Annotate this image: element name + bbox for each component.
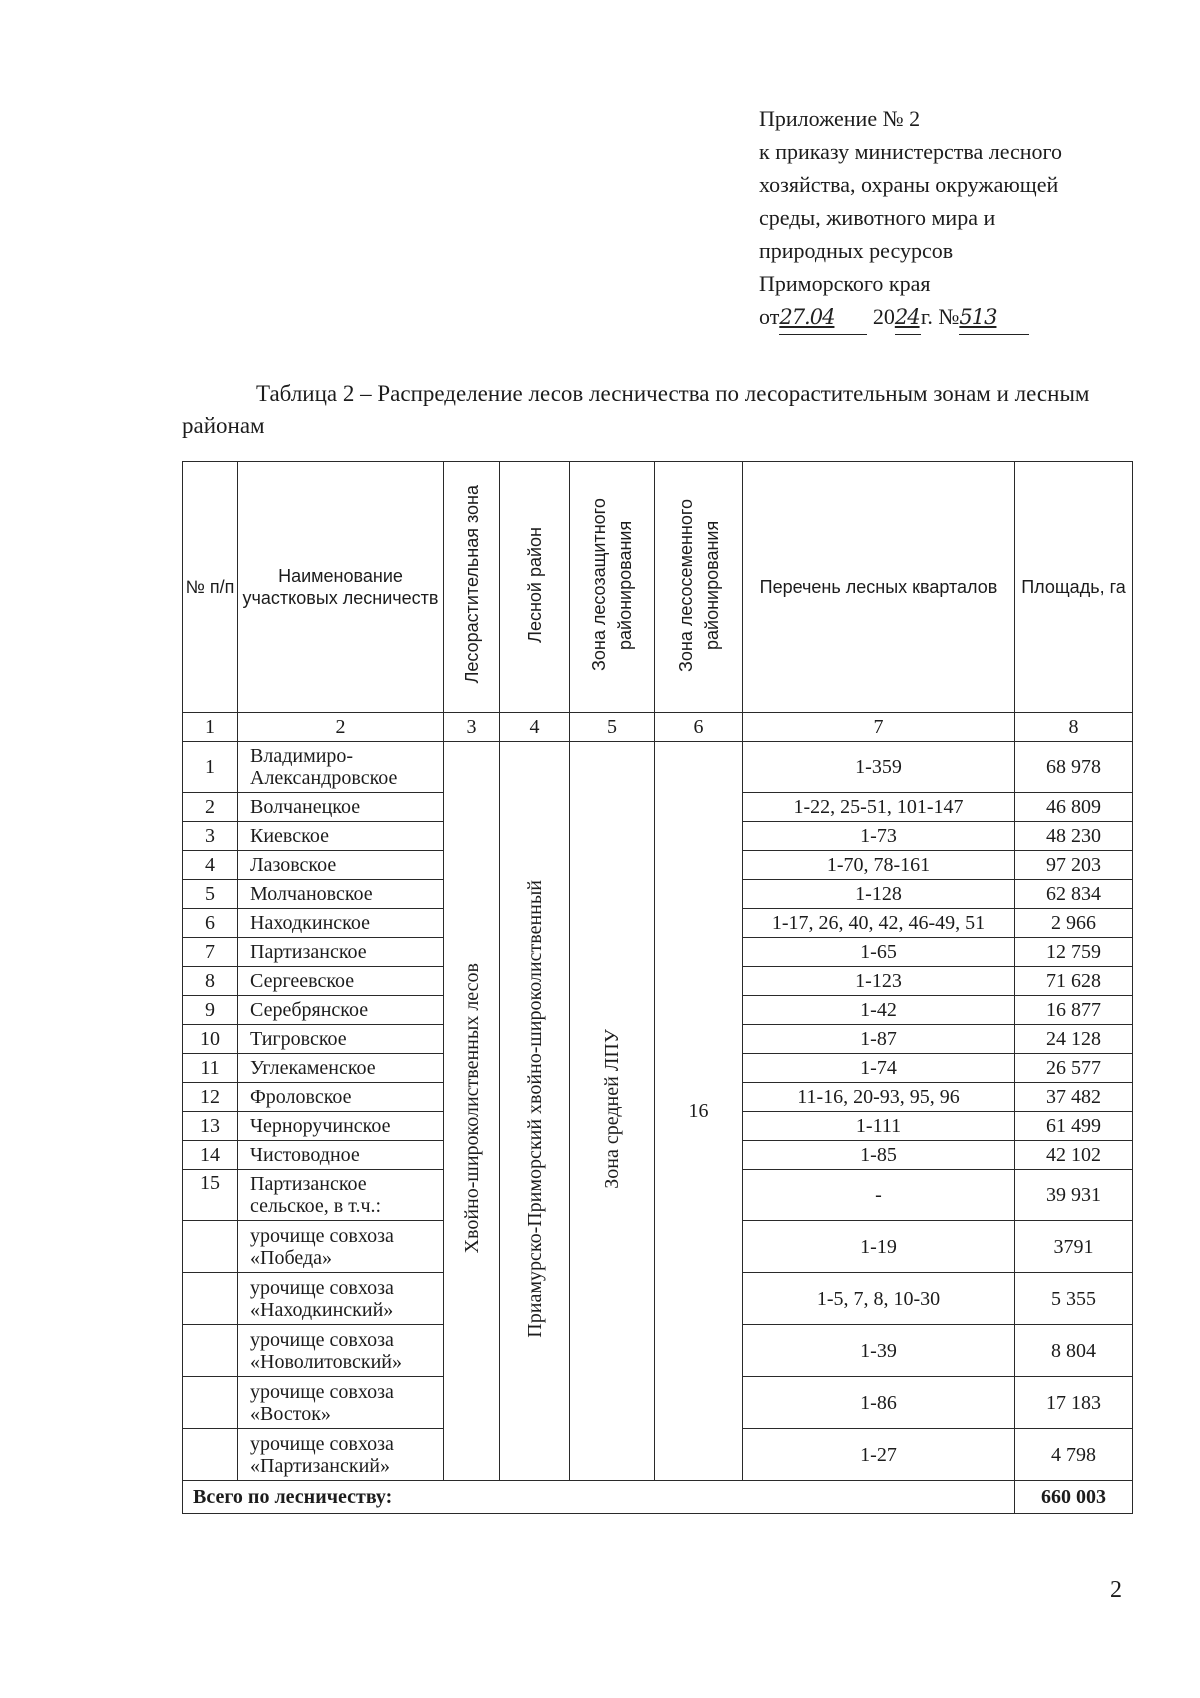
row-name: Сергеевское	[238, 967, 444, 996]
row-quarters: 1-42	[743, 996, 1015, 1025]
date-prefix: от	[759, 304, 780, 329]
column-number: 3	[444, 713, 500, 742]
merged-zone-cell	[444, 742, 500, 1481]
header-quarters: Перечень лесных кварталов	[743, 462, 1015, 713]
table-row	[183, 742, 1133, 793]
header-zone: Лесорастительная зона	[461, 485, 482, 684]
row-name: Черноручинское	[238, 1112, 444, 1141]
row-name: Партизанское	[238, 938, 444, 967]
appendix-block	[759, 102, 1139, 335]
row-name: урочище совхоза «Восток»	[238, 1377, 444, 1429]
header-area: Площадь, га	[1015, 462, 1133, 713]
column-number-row	[183, 713, 1133, 742]
row-area: 12 759	[1015, 938, 1133, 967]
row-area: 37 482	[1015, 1083, 1133, 1112]
table-header-row	[183, 462, 1133, 713]
row-area: 62 834	[1015, 880, 1133, 909]
row-area: 4 798	[1015, 1429, 1133, 1481]
row-num: 7	[183, 938, 238, 967]
header-region-cell	[500, 462, 570, 713]
total-label: Всего по лесничеству:	[183, 1481, 1015, 1514]
row-num: 10	[183, 1025, 238, 1054]
row-num	[183, 1273, 238, 1325]
row-name: урочище совхоза «Партизанский»	[238, 1429, 444, 1481]
row-area: 68 978	[1015, 742, 1133, 793]
column-number: 5	[570, 713, 655, 742]
row-num: 11	[183, 1054, 238, 1083]
row-name: урочище совхоза «Новолитовский»	[238, 1325, 444, 1377]
header-protective: Зона лесозащитного районирования	[589, 498, 635, 671]
row-num	[183, 1221, 238, 1273]
row-name: Киевское	[238, 822, 444, 851]
row-quarters: 1-359	[743, 742, 1015, 793]
header-zone-cell	[444, 462, 500, 713]
row-name: урочище совхоза «Находкинский»	[238, 1273, 444, 1325]
header-seed-cell	[655, 462, 743, 713]
appendix-line: к приказу министерства лесного	[759, 139, 1063, 164]
row-quarters: 1-111	[743, 1112, 1015, 1141]
row-area: 39 931	[1015, 1170, 1133, 1221]
row-num	[183, 1377, 238, 1429]
row-area: 97 203	[1015, 851, 1133, 880]
row-name: Чистоводное	[238, 1141, 444, 1170]
row-area: 24 128	[1015, 1025, 1133, 1054]
header-protective-cell	[570, 462, 655, 713]
row-num: 1	[183, 742, 238, 793]
handwritten-year: 24	[895, 301, 921, 335]
row-num: 2	[183, 793, 238, 822]
column-number: 4	[500, 713, 570, 742]
row-quarters: 1-5, 7, 8, 10-30	[743, 1273, 1015, 1325]
row-num: 15	[183, 1170, 238, 1221]
column-number: 2	[238, 713, 444, 742]
row-name: Владимиро-Александровское	[238, 742, 444, 793]
row-area: 16 877	[1015, 996, 1133, 1025]
row-num: 14	[183, 1141, 238, 1170]
row-area: 71 628	[1015, 967, 1133, 996]
merged-zone: Хвойно-широколиственных лесов	[460, 963, 483, 1254]
table-total-row	[183, 1481, 1133, 1514]
row-quarters: -	[743, 1170, 1015, 1221]
row-num: 12	[183, 1083, 238, 1112]
row-area: 46 809	[1015, 793, 1133, 822]
row-num	[183, 1429, 238, 1481]
row-name: Партизанское сельское, в т.ч.:	[238, 1170, 444, 1221]
appendix-line: природных ресурсов	[759, 238, 954, 263]
row-num: 8	[183, 967, 238, 996]
row-quarters: 1-65	[743, 938, 1015, 967]
row-quarters: 1-86	[743, 1377, 1015, 1429]
row-quarters: 1-128	[743, 880, 1015, 909]
row-area: 2 966	[1015, 909, 1133, 938]
column-number: 6	[655, 713, 743, 742]
row-num: 9	[183, 996, 238, 1025]
row-name: Находкинское	[238, 909, 444, 938]
row-quarters: 1-123	[743, 967, 1015, 996]
header-num: № п/п	[183, 462, 238, 713]
handwritten-number: 513	[959, 301, 1029, 335]
year-prefix: 20	[872, 304, 895, 329]
forest-distribution-table	[182, 461, 1133, 1514]
row-quarters: 1-74	[743, 1054, 1015, 1083]
row-quarters: 1-70, 78-161	[743, 851, 1015, 880]
merged-seed: 16	[655, 742, 743, 1481]
column-number: 7	[743, 713, 1015, 742]
row-name: Серебрянское	[238, 996, 444, 1025]
row-name: Тигровское	[238, 1025, 444, 1054]
row-quarters: 1-87	[743, 1025, 1015, 1054]
appendix-line: Приложение № 2	[759, 106, 921, 131]
appendix-line: хозяйства, охраны окружающей	[759, 172, 1059, 197]
total-value: 660 003	[1015, 1481, 1133, 1514]
page-number: 2	[1110, 1577, 1122, 1603]
row-quarters: 1-19	[743, 1221, 1015, 1273]
row-name: Лазовское	[238, 851, 444, 880]
column-number: 8	[1015, 713, 1133, 742]
row-area: 26 577	[1015, 1054, 1133, 1083]
row-quarters: 1-85	[743, 1141, 1015, 1170]
row-num: 6	[183, 909, 238, 938]
row-quarters: 1-39	[743, 1325, 1015, 1377]
row-area: 17 183	[1015, 1377, 1133, 1429]
row-num: 3	[183, 822, 238, 851]
appendix-date-line	[759, 300, 1139, 335]
row-num: 5	[183, 880, 238, 909]
row-quarters: 1-22, 25-51, 101-147	[743, 793, 1015, 822]
row-name: урочище совхоза «Победа»	[238, 1221, 444, 1273]
table-caption: Таблица 2 – Распределение лесов лесничества по лесорастительным зонам и лесным районам	[182, 381, 1090, 438]
header-seed: Зона лесосеменного районирования	[675, 497, 722, 672]
row-quarters: 1-17, 26, 40, 42, 46-49, 51	[743, 909, 1015, 938]
row-area: 48 230	[1015, 822, 1133, 851]
row-name: Молчановское	[238, 880, 444, 909]
row-name: Волчанецкое	[238, 793, 444, 822]
merged-protective: Зона средней ЛПУ	[601, 1028, 623, 1189]
row-num: 13	[183, 1112, 238, 1141]
appendix-line: Приморского края	[759, 271, 931, 296]
row-area: 3791	[1015, 1221, 1133, 1273]
row-area: 8 804	[1015, 1325, 1133, 1377]
row-area: 5 355	[1015, 1273, 1133, 1325]
row-area: 61 499	[1015, 1112, 1133, 1141]
row-num: 4	[183, 851, 238, 880]
row-quarters: 1-27	[743, 1429, 1015, 1481]
row-name: Углекаменское	[238, 1054, 444, 1083]
year-suffix: г. №	[920, 304, 960, 329]
row-quarters: 11-16, 20-93, 95, 96	[743, 1083, 1015, 1112]
merged-protective-cell	[570, 742, 655, 1481]
merged-region: Приамурско-Приморский хвойно-широколиственный	[523, 879, 546, 1338]
header-region: Лесной район	[524, 526, 545, 643]
appendix-line: среды, животного мира и	[759, 205, 996, 230]
handwritten-date: 27.04	[779, 301, 867, 335]
header-name: Наименование участковых лесничеств	[238, 462, 444, 713]
row-num	[183, 1325, 238, 1377]
row-area: 42 102	[1015, 1141, 1133, 1170]
row-name: Фроловское	[238, 1083, 444, 1112]
row-quarters: 1-73	[743, 822, 1015, 851]
merged-region-cell	[500, 742, 570, 1481]
column-number: 1	[183, 713, 238, 742]
